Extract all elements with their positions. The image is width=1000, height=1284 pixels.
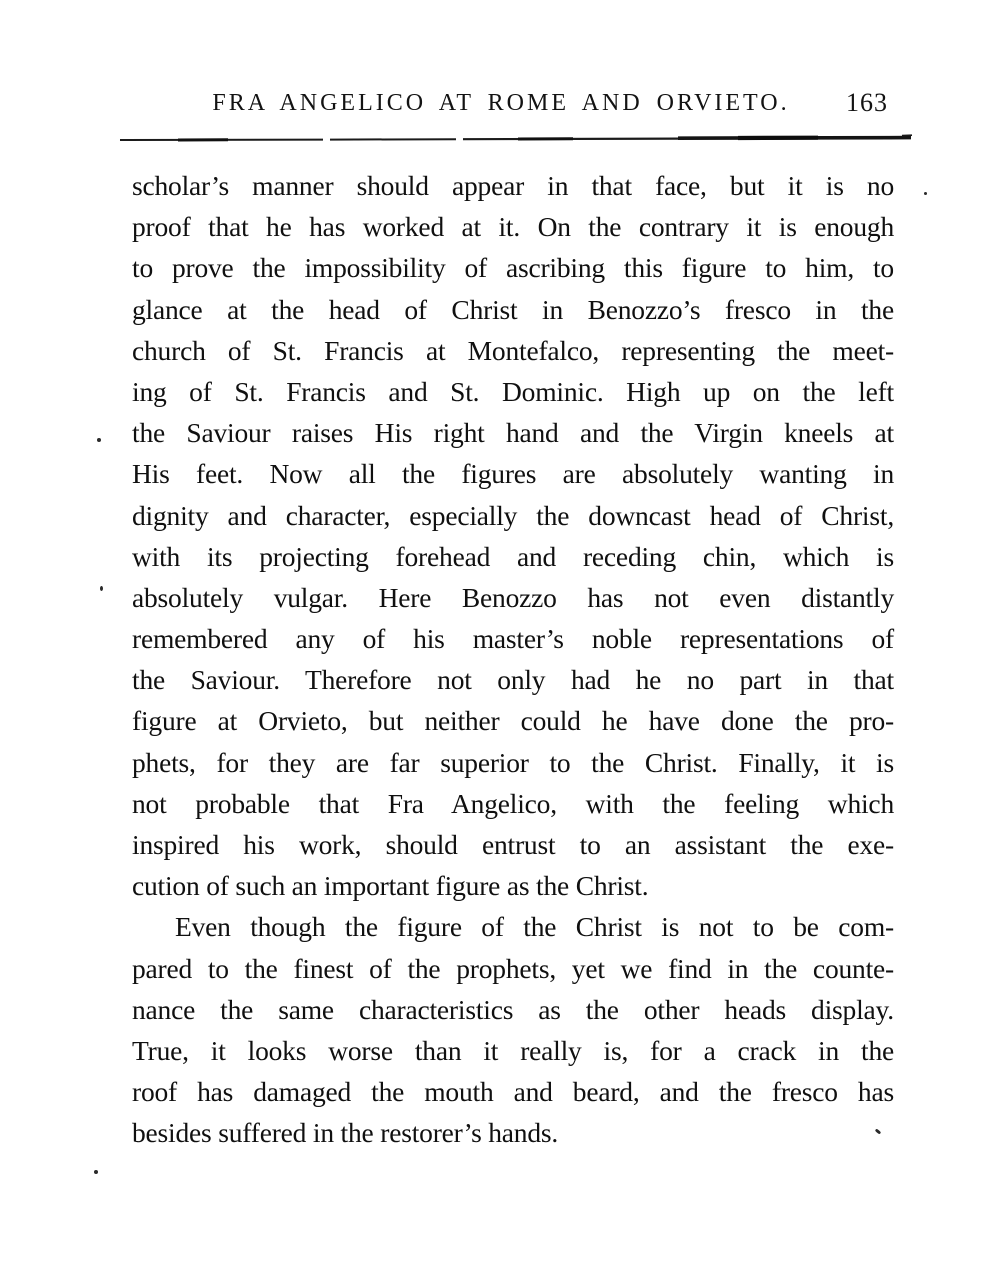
text-line: not probable that Fra Angelico, with the feeling which: [132, 787, 894, 819]
text-line: roof has damaged the mouth and beard, and the fresco has: [132, 1076, 894, 1108]
text-line: the Saviour raises His right hand and the Virgin kneels at: [132, 417, 894, 449]
text-line: dignity and character, especially the downcast head of Christ,: [132, 499, 894, 531]
text-line: True, it looks worse than it really is, for a crack in the: [132, 1034, 894, 1066]
page-number: 163: [846, 88, 888, 117]
text-line: ing of St. Francis and St. Dominic. High up on the left: [132, 375, 894, 407]
text-line: nance the same characteristics as the other heads display.: [132, 993, 894, 1025]
text-line: His feet. Now all the figures are absolutely wanting in: [132, 458, 894, 490]
running-header-title: FRA ANGELICO AT ROME AND ORVIETO.: [212, 90, 790, 116]
text-line: proof that he has worked at it. On the contrary it is enough: [132, 211, 894, 243]
text-line-paragraph-start: Even though the figure of the Christ is not to be com-: [175, 911, 894, 943]
text-line: glance at the head of Christ in Benozzo’s fresco in the: [132, 293, 894, 325]
ink-speck: [94, 1170, 98, 1174]
ink-speck: [97, 438, 101, 442]
text-line: figure at Orvieto, but neither could he have done the pro-: [132, 705, 894, 737]
text-line: phets, for they are far superior to the Christ. Finally, it is: [132, 746, 894, 778]
text-line-paragraph-end: cution of such an important figure as the Christ.: [132, 870, 649, 902]
text-line: church of St. Francis at Montefalco, representing the meet-: [132, 334, 894, 366]
text-line: with its projecting forehead and receding chin, which is: [132, 540, 894, 572]
text-line: the Saviour. Therefore not only had he no part in that: [132, 664, 894, 696]
text-line: inspired his work, should entrust to an assistant the exe-: [132, 829, 894, 860]
text-line: remembered any of his master’s noble representations of: [132, 623, 894, 655]
page-text: [132, 165, 894, 1154]
ink-speck: [924, 192, 927, 195]
header-rule: [118, 132, 914, 144]
text-line: pared to the finest of the prophets, yet we find in the counte-: [132, 952, 894, 984]
text-line: to prove the impossibility of ascribing this figure to him, to: [132, 252, 894, 284]
ink-speck: [100, 586, 103, 591]
text-line: scholar’s manner should appear in that face, but it is no: [132, 170, 894, 201]
text-line: absolutely vulgar. Here Benozzo has not even distantly: [132, 581, 894, 613]
text-line-paragraph-end: besides suffered in the restorer’s hands.: [132, 1117, 559, 1149]
